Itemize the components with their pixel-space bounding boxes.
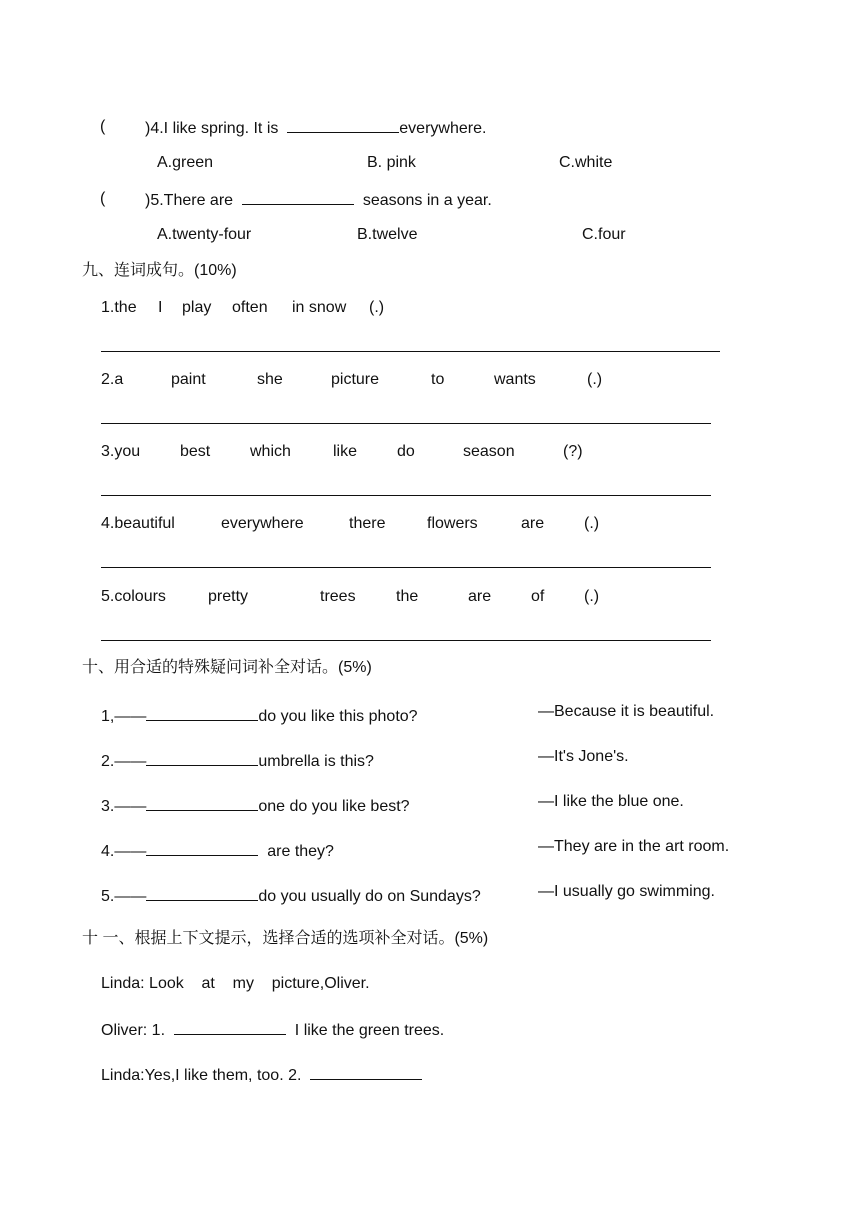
question-rest: do you like this photo? (258, 708, 418, 725)
word: (.) (369, 299, 385, 316)
word: season (463, 443, 515, 460)
answer-paren-close: ) (145, 120, 151, 137)
option-c: C.white (559, 154, 613, 171)
answer-line[interactable] (101, 423, 711, 424)
question (101, 750, 374, 772)
word: 1.the (101, 299, 137, 316)
response-text: They are in the art room. (554, 838, 730, 855)
question-stem (145, 189, 492, 211)
option-c: C.four (582, 226, 626, 243)
answer-blank[interactable] (146, 885, 258, 901)
item-number: 2. (101, 753, 115, 770)
word: in snow (292, 299, 347, 316)
line-text: Oliver: 1. (101, 1022, 166, 1039)
question (101, 705, 418, 727)
question-rest: are they? (262, 843, 334, 860)
option-b: B.twelve (357, 226, 418, 243)
word: picture (331, 371, 380, 388)
answer-blank[interactable] (146, 795, 258, 811)
dash: —— (114, 843, 147, 860)
response-text: It's Jone's. (554, 748, 629, 765)
word: 4.beautiful (101, 515, 175, 532)
word: 2.a (101, 371, 124, 388)
dialogue-line-oliver-1 (101, 1019, 444, 1041)
word: play (182, 299, 212, 316)
word: 5.colours (101, 588, 166, 605)
dash: — (538, 748, 554, 765)
word: of (531, 588, 545, 605)
section-11-title: 十 一、根据上下文提示，选择合适的选项补全对话。(5%) (82, 930, 489, 947)
word: (.) (584, 515, 600, 532)
word: I (158, 299, 163, 316)
response-text: I usually go swimming. (554, 883, 715, 900)
word: there (349, 515, 386, 532)
stem-after-blank: everywhere. (399, 120, 487, 137)
response-text: I like the blue one. (554, 793, 684, 810)
option-a: A.twenty-four (157, 226, 252, 243)
answer-blank[interactable] (310, 1064, 422, 1080)
question (101, 795, 410, 817)
word: pretty (208, 588, 249, 605)
line-rest: I like the green trees. (294, 1022, 445, 1039)
question-rest: umbrella is this? (258, 753, 374, 770)
dash: — (538, 793, 554, 810)
line-text: Linda:Yes,I like them, too. 2. (101, 1067, 302, 1084)
answer-line[interactable] (101, 567, 711, 568)
word: (?) (563, 443, 583, 460)
word: 3.you (101, 443, 141, 460)
dash: —— (114, 708, 147, 725)
section-10-title: 十、用合适的特殊疑问词补全对话。(5%) (82, 659, 372, 676)
stem-before-blank: 4.I like spring. It is (150, 120, 279, 137)
word: often (232, 299, 268, 316)
word: do (397, 443, 415, 460)
question-stem (145, 117, 486, 139)
answer-line[interactable] (101, 495, 711, 496)
word: best (180, 443, 211, 460)
question-rest: do you usually do on Sundays? (258, 888, 481, 905)
dialogue-line-linda-2 (101, 1064, 422, 1086)
word: (.) (584, 588, 600, 605)
dialogue-line-linda-1: Linda: Look at my picture,Oliver. (101, 975, 370, 992)
response-text: Because it is beautiful. (554, 703, 715, 720)
dash: — (538, 703, 554, 720)
word: (.) (587, 371, 603, 388)
word: flowers (427, 515, 478, 532)
word: trees (320, 588, 356, 605)
stem-after-blank: seasons in a year. (362, 192, 492, 209)
question (101, 840, 334, 862)
word: wants (494, 371, 536, 388)
stem-before-blank: 5.There are (150, 192, 234, 209)
answer-blank[interactable] (174, 1019, 286, 1035)
word: everywhere (221, 515, 304, 532)
section-9-title: 九、连词成句。(10%) (82, 262, 237, 279)
response (538, 882, 715, 902)
dash: —— (114, 753, 147, 770)
dash: — (538, 838, 554, 855)
response (538, 837, 729, 857)
dash: —— (114, 798, 147, 815)
answer-paren-open: ( (100, 190, 106, 207)
question-rest: one do you like best? (258, 798, 410, 815)
answer-blank[interactable] (146, 705, 258, 721)
answer-blank[interactable] (242, 189, 354, 205)
response (538, 747, 629, 767)
word: are (468, 588, 492, 605)
word: to (431, 371, 445, 388)
option-a: A.green (157, 154, 214, 171)
dash: —— (114, 888, 147, 905)
dash: — (538, 883, 554, 900)
answer-line[interactable] (101, 640, 711, 641)
answer-paren-open: ( (100, 118, 106, 135)
answer-paren-close: ) (145, 192, 151, 209)
word: the (396, 588, 419, 605)
word: like (333, 443, 358, 460)
option-b: B. pink (367, 154, 416, 171)
response (538, 702, 714, 722)
word: she (257, 371, 283, 388)
item-number: 4. (101, 843, 115, 860)
question (101, 885, 481, 907)
answer-blank[interactable] (146, 750, 258, 766)
word: are (521, 515, 545, 532)
response (538, 792, 684, 812)
item-number: 1, (101, 708, 115, 725)
word: paint (171, 371, 206, 388)
item-number: 3. (101, 798, 115, 815)
item-number: 5. (101, 888, 115, 905)
word: which (250, 443, 291, 460)
answer-blank[interactable] (287, 117, 399, 133)
answer-blank[interactable] (146, 840, 258, 856)
answer-line[interactable] (101, 351, 720, 352)
